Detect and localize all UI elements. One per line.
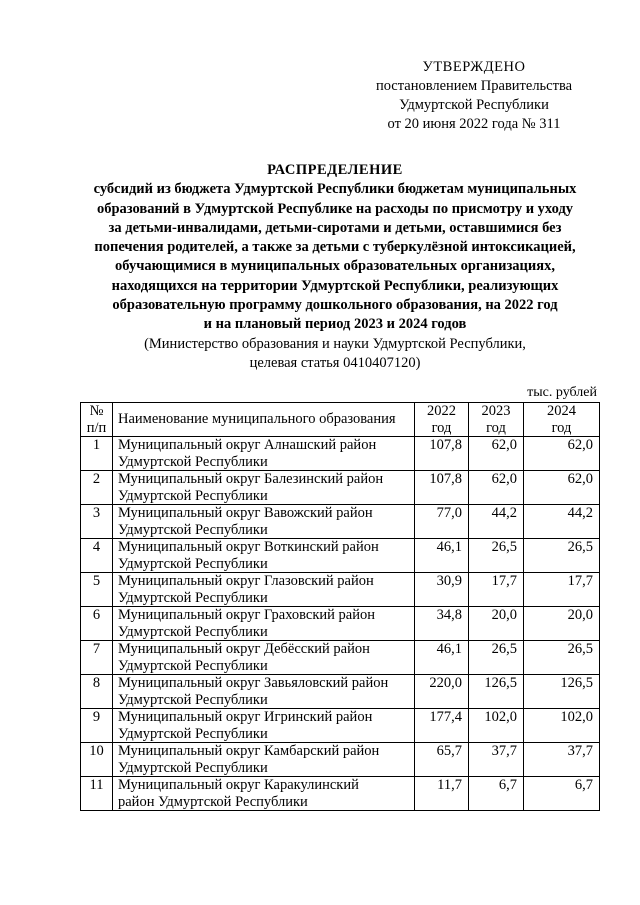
- row-value-2023: 26,5: [469, 539, 524, 573]
- row-value-2023: 37,7: [469, 743, 524, 777]
- title-line-8: и на плановый период 2023 и 2024 годов: [203, 316, 467, 333]
- header-2022: 2022 год: [415, 403, 469, 437]
- row-value-2022: 177,4: [415, 709, 469, 743]
- row-value-2023: 44,2: [469, 505, 524, 539]
- table-row: [81, 675, 600, 709]
- title-caption: РАСПРЕДЕЛЕНИЕ: [267, 162, 403, 178]
- title-article: целевая статья 0410407120): [249, 354, 421, 371]
- row-value-2024: 62,0: [524, 471, 600, 505]
- row-value-2022: 65,7: [415, 743, 469, 777]
- title-line-5: обучающимися в муниципальных образовательных организациях,: [115, 258, 555, 275]
- row-value-2022: 46,1: [415, 641, 469, 675]
- row-number: 7: [81, 641, 113, 675]
- row-value-2023: 6,7: [469, 777, 524, 811]
- title-line-4: попечения родителей, а также за детьми с туберкулёзной интоксикацией,: [94, 239, 576, 256]
- title-line-7: образовательную программу дошкольного образования, на 2022 год: [112, 297, 558, 314]
- header-2024: 2024 год: [524, 403, 600, 437]
- table-row: [81, 437, 600, 471]
- row-name: Муниципальный округ Воткинский район Удмуртской Республики: [113, 539, 415, 573]
- row-number: 2: [81, 471, 113, 505]
- row-number: 6: [81, 607, 113, 641]
- row-name: Муниципальный округ Завьяловский район Удмуртской Республики: [113, 675, 415, 709]
- row-name: Муниципальный округ Граховский район Удмуртской Республики: [113, 607, 415, 641]
- title-line-3: за детьми-инвалидами, детьми-сиротами и детьми, оставшимися без: [108, 219, 562, 236]
- row-name: Муниципальный округ Балезинский район Удмуртской Республики: [113, 471, 415, 505]
- title-line-1: субсидий из бюджета Удмуртской Республики бюджетам муниципальных: [93, 181, 577, 198]
- table-header-row: [81, 403, 600, 437]
- row-value-2023: 62,0: [469, 471, 524, 505]
- row-value-2024: 26,5: [524, 539, 600, 573]
- approval-heading: УТВЕРЖДЕНО: [422, 59, 526, 75]
- row-name: Муниципальный округ Вавожский район Удмуртской Республики: [113, 505, 415, 539]
- table-row: [81, 539, 600, 573]
- document-title: [70, 161, 600, 373]
- row-value-2024: 37,7: [524, 743, 600, 777]
- approval-line-1: постановлением Правительства: [375, 78, 573, 94]
- row-number: 9: [81, 709, 113, 743]
- row-number: 8: [81, 675, 113, 709]
- row-value-2022: 220,0: [415, 675, 469, 709]
- row-value-2022: 77,0: [415, 505, 469, 539]
- row-value-2022: 107,8: [415, 471, 469, 505]
- row-name: Муниципальный округ Игринский район Удмуртской Республики: [113, 709, 415, 743]
- row-number: 5: [81, 573, 113, 607]
- row-name: Муниципальный округ Камбарский район Удмуртской Республики: [113, 743, 415, 777]
- table-row: [81, 471, 600, 505]
- row-number: 10: [81, 743, 113, 777]
- row-name: Муниципальный округ Глазовский район Удмуртской Республики: [113, 573, 415, 607]
- row-name: Муниципальный округ Дебёсский район Удмуртской Республики: [113, 641, 415, 675]
- row-value-2024: 62,0: [524, 437, 600, 471]
- row-value-2022: 107,8: [415, 437, 469, 471]
- header-name: Наименование муниципального образования: [113, 403, 415, 437]
- row-name: Муниципальный округ Алнашский район Удмуртской Республики: [113, 437, 415, 471]
- row-value-2023: 17,7: [469, 573, 524, 607]
- table-row: [81, 743, 600, 777]
- row-value-2023: 126,5: [469, 675, 524, 709]
- row-number: 4: [81, 539, 113, 573]
- row-value-2024: 6,7: [524, 777, 600, 811]
- row-value-2023: 102,0: [469, 709, 524, 743]
- table-row: [81, 777, 600, 811]
- title-line-6: находящихся на территории Удмуртской Республики, реализующих: [111, 277, 559, 294]
- row-number: 11: [81, 777, 113, 811]
- row-value-2024: 26,5: [524, 641, 600, 675]
- table-row: [81, 607, 600, 641]
- approval-stamp: [368, 58, 580, 134]
- row-value-2024: 17,7: [524, 573, 600, 607]
- row-value-2024: 126,5: [524, 675, 600, 709]
- row-value-2023: 20,0: [469, 607, 524, 641]
- header-2023: 2023 год: [469, 403, 524, 437]
- row-number: 3: [81, 505, 113, 539]
- title-line-2: образований в Удмуртской Республике на расходы по присмотру и уходу: [96, 200, 574, 217]
- units-label: тыс. рублей: [527, 385, 597, 400]
- table-row: [81, 641, 600, 675]
- row-number: 1: [81, 437, 113, 471]
- table-row: [81, 709, 600, 743]
- row-name: Муниципальный округ Каракулинский район Удмуртской Республики: [113, 777, 415, 811]
- row-value-2024: 102,0: [524, 709, 600, 743]
- row-value-2024: 44,2: [524, 505, 600, 539]
- distribution-table: [80, 402, 600, 811]
- title-ministry: (Министерство образования и науки Удмуртской Республики,: [144, 335, 526, 352]
- row-value-2022: 11,7: [415, 777, 469, 811]
- row-value-2022: 30,9: [415, 573, 469, 607]
- table-row: [81, 573, 600, 607]
- row-value-2024: 20,0: [524, 607, 600, 641]
- row-value-2022: 34,8: [415, 607, 469, 641]
- header-num: № п/п: [81, 403, 113, 437]
- approval-line-2: Удмуртской Республики: [399, 97, 549, 113]
- row-value-2023: 62,0: [469, 437, 524, 471]
- approval-line-3: от 20 июня 2022 года № 311: [387, 116, 561, 132]
- row-value-2023: 26,5: [469, 641, 524, 675]
- row-value-2022: 46,1: [415, 539, 469, 573]
- table-row: [81, 505, 600, 539]
